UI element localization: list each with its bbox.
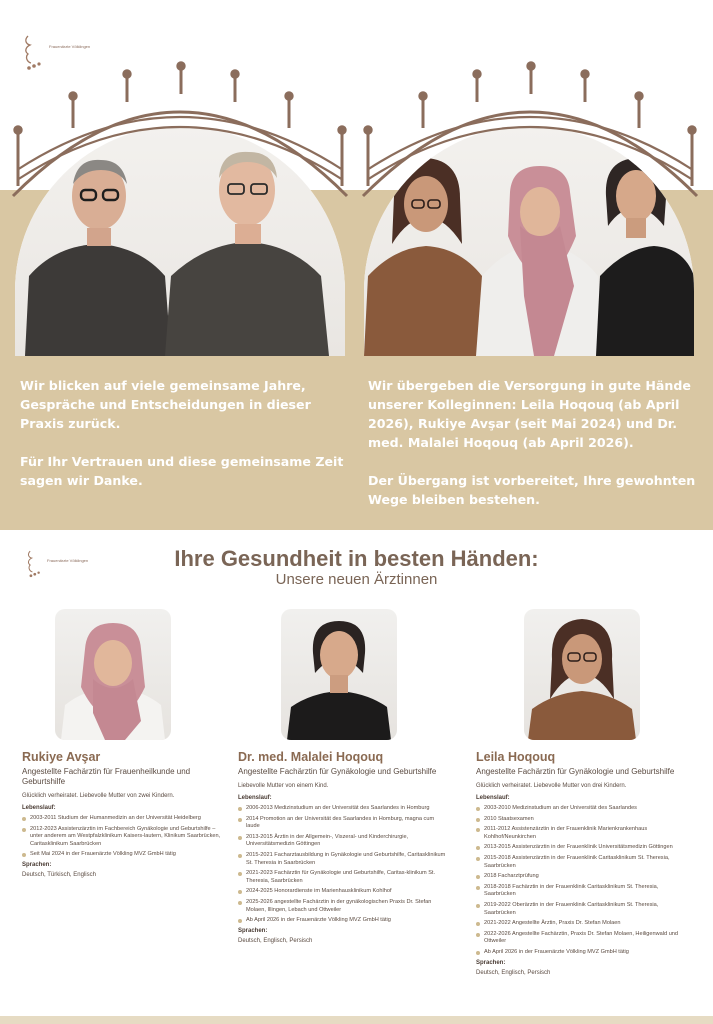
cv-item: 2014 Promotion an der Universität des Saarlandes in Homburg, magna cum laude — [238, 816, 448, 831]
cv-label: Lebenslauf: — [476, 795, 510, 801]
cv-item: Ab April 2026 in der Frauenärzte Völkling MVZ GmbH tätig — [238, 917, 448, 925]
bridge-ornament-right — [355, 58, 705, 198]
doctor-name: Rukiye Avşar — [22, 750, 101, 764]
cv-item: 2015-2018 Assistenzärztin in der Frauenklinik Caritasklinikum St. Theresia, Saarbrücken — [476, 855, 691, 870]
logo-text: Frauenärzte Völklingen — [47, 558, 89, 563]
doctor-intro: Liebevolle Mutter von einem Kind. — [238, 783, 329, 789]
logo-text: Frauenärzte Völklingen — [49, 44, 91, 49]
cv-list — [476, 805, 691, 957]
cv-label: Lebenslauf: — [22, 805, 56, 811]
section-subtitle: Unsere neuen Ärztinnen — [275, 571, 438, 588]
doctor-card-leila — [476, 750, 691, 976]
languages: Deutsch, Englisch, Persisch — [238, 937, 313, 944]
cv-item: 2021-2023 Fachärztin für Gynäkologie und Geburtshilfe, Caritas-klinikum St. Theresia, Saarbrücken — [238, 870, 448, 885]
cv-item: 2018-2018 Fachärztin in der Frauenklinik Caritasklinikum St. Theresia, Saarbrücken — [476, 884, 691, 899]
doctor-role: Angestellte Fachärztin für Gynäkologie und Geburtshilfe — [238, 767, 437, 776]
portrait-rukiye-avsar — [55, 609, 171, 740]
doctor-role: Angestellte Fachärztin für Gynäkologie und Geburtshilfe — [476, 767, 675, 776]
languages-label: Sprachen: — [238, 927, 268, 934]
cv-item: 2013-2015 Ärztin in der Allgemein-, Viszeral- und Kinderchirurgie, Universitätsmedizin Göttingen — [238, 834, 448, 849]
cv-item: 2021-2022 Angestellte Ärztin, Praxis Dr. Stefan Molaen — [476, 920, 691, 928]
cv-item: 2022-2026 Angestellte Fachärztin, Praxis Dr. Stefan Molaen, Heiligenwald und Ottweiler — [476, 931, 691, 946]
cv-list — [238, 805, 448, 925]
cv-item: 2011-2012 Assistenzärztin in der Frauenklinik Marienkrankenhaus Kohlhof/Neunkirchen — [476, 826, 691, 841]
cv-list — [22, 815, 222, 859]
cv-item: 2010 Staatsexamen — [476, 816, 691, 824]
doctor-intro: Glücklich verheiratet. Liebevolle Mutter von zwei Kindern. — [22, 793, 175, 799]
handover-paragraph: Wir übergeben die Versorgung in gute Hände unserer Kolleginnen: Leila Hoqouq (ab April 2026), Rukiye Avşar (seit Mai 2024) und Dr. med. Malalei Hoqouq (ab April 2026). — [368, 378, 691, 450]
languages-label: Sprachen: — [476, 959, 506, 966]
cv-item: 2018 Facharztprüfung — [476, 873, 691, 881]
cv-item: 2015-2021 Facharztausbildung in Gynäkologie und Geburtshilfe, Caritasklinikum St. Theresia in Saarbrücken — [238, 852, 448, 867]
doctor-intro: Glücklich verheiratet. Liebevolle Mutter von drei Kindern. — [476, 783, 627, 789]
cv-item: 2025-2026 angestellte Fachärztin in der gynäkologischen Praxis Dr. Stefan Molaen, Illingen, Lebach und Ottweiler — [238, 899, 448, 914]
languages: Deutsch, Türkisch, Englisch — [22, 871, 96, 878]
doctor-card-rukiye — [22, 750, 222, 878]
doctor-name: Leila Hoqouq — [476, 750, 556, 764]
cv-item: Seit Mai 2024 in der Frauenärzte Völkling MVZ GmbH tätig — [22, 851, 222, 859]
cv-item: 2013-2015 Assistenzärztin in der Frauenklinik Universitätsmedizin Göttingen — [476, 844, 691, 852]
farewell-paragraph: Für Ihr Vertrauen und diese gemeinsame Zeit sagen wir Danke. — [20, 454, 344, 488]
cv-item: 2003-2011 Studium der Humanmedizin an der Universität Heidelberg — [22, 815, 222, 823]
doctor-role: Angestellte Fachärztin für Frauenheilkunde und Geburtshilfe — [22, 767, 191, 786]
portrait-malalei-hoqouq — [281, 609, 397, 740]
languages: Deutsch, Englisch, Persisch — [476, 969, 551, 976]
cv-item: 2019-2022 Oberärztin in der Frauenklinik Caritasklinikum St. Theresia, Saarbrücken — [476, 902, 691, 917]
cv-item: Ab April 2026 in der Frauenärzte Völkling MVZ GmbH tätig — [476, 949, 691, 957]
doctor-name: Dr. med. Malalei Hoqouq — [238, 750, 384, 764]
cv-item: 2006-2013 Medizinstudium an der Universität des Saarlandes in Homburg — [238, 805, 448, 813]
section-title: Ihre Gesundheit in besten Händen: — [174, 546, 539, 571]
portrait-leila-hoqouq — [524, 609, 640, 740]
cv-label: Lebenslauf: — [238, 795, 272, 801]
farewell-paragraph: Wir blicken auf viele gemeinsame Jahre, Gespräche und Entscheidungen in dieser Praxis zurück. — [20, 378, 311, 431]
farewell-message — [20, 376, 350, 509]
handover-paragraph: Der Übergang ist vorbereitet, Ihre gewohnten Wege bleiben bestehen. — [368, 473, 696, 507]
cv-item: 2003-2010 Medizinstudium an der Universität des Saarlandes — [476, 805, 691, 813]
doctor-card-malalei — [238, 750, 448, 944]
footer-bar — [0, 1016, 713, 1024]
bridge-ornament-left — [5, 58, 355, 198]
cv-item: 2012-2023 Assistenzärztin im Fachbereich Gynäkologie und Geburtshilfe – unter anderem am Westpfalzklinikum Kaisers-lautern, Klinikum Saarbrücken, Caritasklinikum Saarbrücken — [22, 826, 222, 849]
cv-item: 2024-2025 Honorardienste im Marienhausklinikum Kohlhof — [238, 888, 448, 896]
handover-message — [368, 376, 708, 528]
languages-label: Sprachen: — [22, 861, 52, 868]
